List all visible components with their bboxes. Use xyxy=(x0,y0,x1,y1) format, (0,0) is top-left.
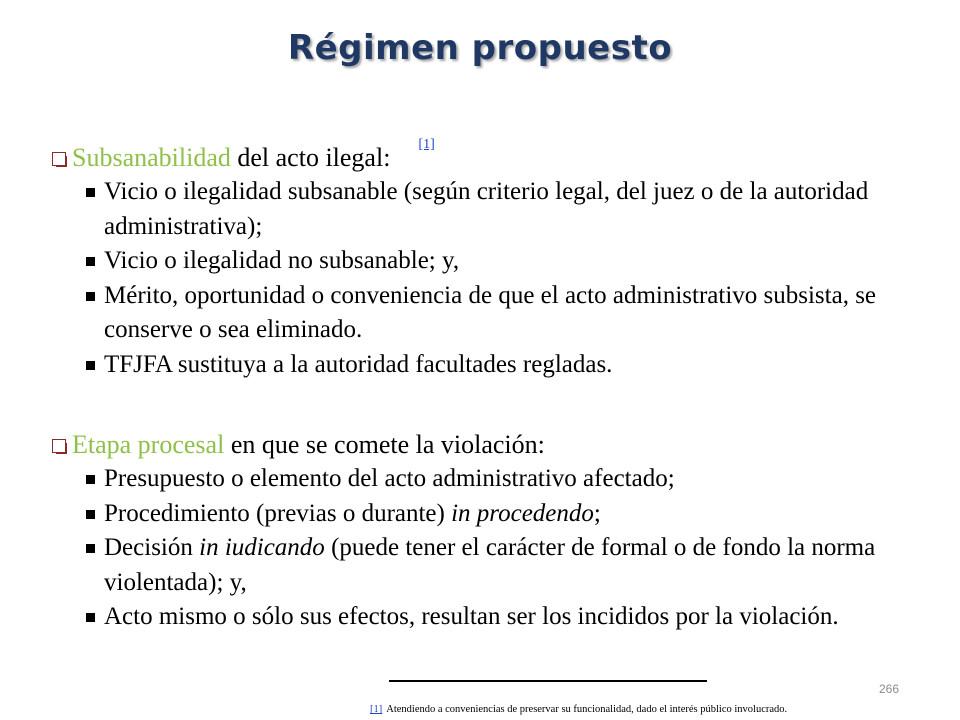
bullet-list xyxy=(52,175,946,382)
heading-highlight: Subsanabilidad xyxy=(72,143,231,172)
list-item: Procedimiento (previas o durante) in procedendo; xyxy=(86,497,946,532)
bullet-list xyxy=(52,462,946,635)
square-bullet-icon xyxy=(86,361,95,370)
heading-text: del acto ilegal: xyxy=(230,143,391,172)
footnote-text: Atendiendo a conveniencias de preservar su funcionalidad, dado el interés público involucrado. xyxy=(386,704,788,715)
square-bullet-icon xyxy=(86,475,95,484)
footnote-link[interactable]: [1] xyxy=(370,704,383,715)
list-item: Mérito, oportunidad o conveniencia de que el acto administrativo subsista, se conserve o sea eliminado. xyxy=(86,279,946,348)
section-subsanabilidad xyxy=(52,128,946,382)
section-heading xyxy=(52,428,946,462)
page-number: 266 xyxy=(879,682,900,696)
square-bullet-icon xyxy=(86,544,95,553)
list-item: Acto mismo o sólo sus efectos, resultan ser los incididos por la violación. xyxy=(86,600,946,635)
square-bullet-icon xyxy=(86,510,95,519)
slide-title: Régimen propuesto xyxy=(287,28,673,68)
list-item: Decisión in iudicando (puede tener el carácter de formal o de fondo la norma violentada); y, xyxy=(86,531,946,600)
footnote-ref-link[interactable]: [1] xyxy=(418,137,435,152)
section-heading xyxy=(52,128,946,175)
footnote-separator xyxy=(389,680,707,682)
square-bullet-icon xyxy=(86,188,95,197)
section-etapa-procesal xyxy=(52,428,946,635)
checkbox-bullet-icon xyxy=(52,152,66,166)
heading-text: en que se comete la violación: xyxy=(224,430,545,459)
list-item: Vicio o ilegalidad no subsanable; y, xyxy=(86,244,946,279)
list-item: Vicio o ilegalidad subsanable (según criterio legal, del juez o de la autoridad administrativa); xyxy=(86,175,946,244)
square-bullet-icon xyxy=(86,292,95,301)
checkbox-bullet-icon xyxy=(52,439,66,453)
list-item: Presupuesto o elemento del acto administrativo afectado; xyxy=(86,462,946,497)
footnote xyxy=(370,704,787,715)
list-item: TFJFA sustituya a la autoridad facultades regladas. xyxy=(86,348,946,383)
square-bullet-icon xyxy=(86,613,95,622)
square-bullet-icon xyxy=(86,257,95,266)
heading-highlight: Etapa procesal xyxy=(72,430,225,459)
